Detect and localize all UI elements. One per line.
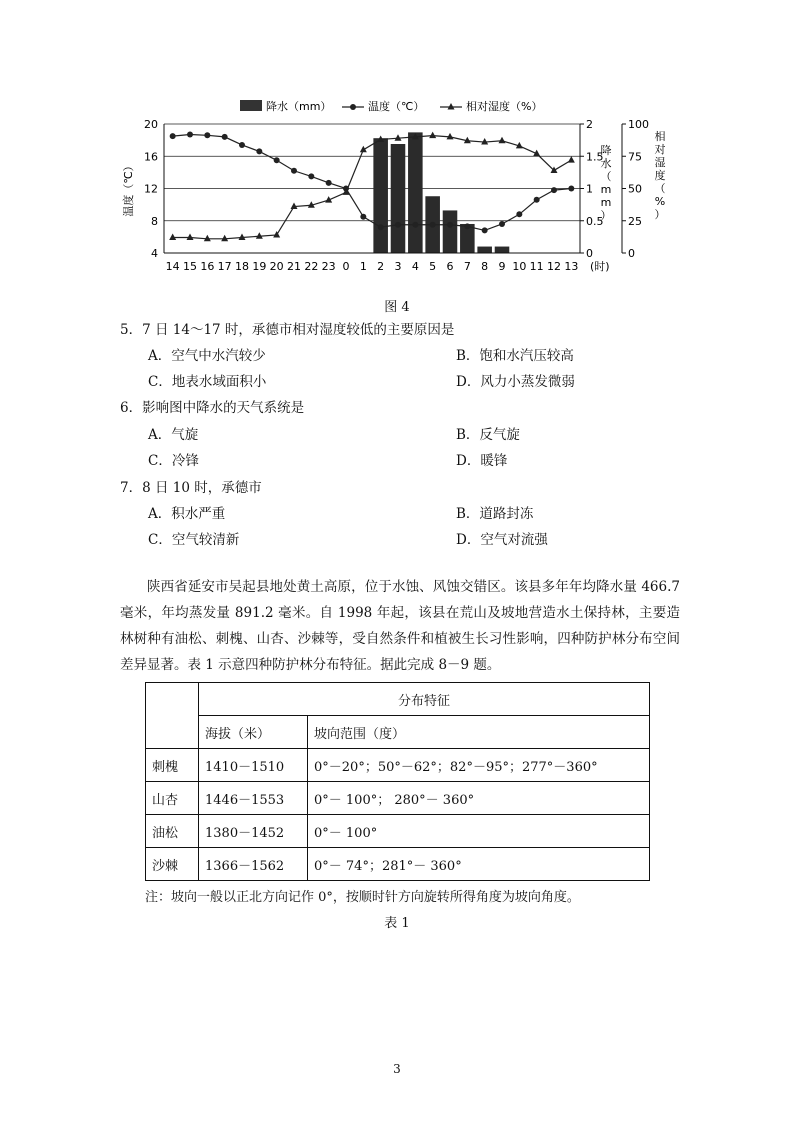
x-tick-label: 16	[200, 260, 215, 273]
legend-label: 相对湿度（%）	[466, 100, 543, 113]
humidity-line	[173, 136, 572, 239]
passage: 陕西省延安市吴起县地处黄土高原，位于水蚀、风蚀交错区。该县多年年均降水量 466.7 毫米，年均蒸发量 891.2 毫米。自 1998 年起，该县在荒山及坡地营造水土保持林，主要造林树种有油松、刺槐、山杏、沙棘等，受自然条件和植被生长习性影响，四种防护林分布空间差异显著。表 1 示意四种防护林分布特征。据此完成 8－9 题。	[120, 579, 680, 673]
chart-legend	[240, 99, 542, 113]
table-cell-altitude: 1410－1510	[199, 749, 308, 782]
temperature-point	[222, 134, 228, 140]
temperature-point	[308, 173, 314, 179]
table-row	[146, 749, 650, 782]
left-tick-label: 4	[151, 247, 158, 260]
humidity-point	[429, 132, 436, 139]
x-tick-label: 12	[547, 260, 561, 273]
question-6-stem: 6．影响图中降水的天气系统是	[120, 400, 305, 416]
table-cell-altitude: 1380－1452	[199, 815, 308, 848]
table-cell-aspect: 0°－ 74°；281°－ 360°	[308, 848, 650, 881]
x-tick-label: 20	[269, 260, 284, 273]
table-caption: 表 1	[384, 916, 410, 931]
x-tick-label: 18	[235, 260, 249, 273]
question-5-option-c: C．地表水域面积小	[148, 374, 267, 390]
x-tick-label: 5	[429, 260, 437, 273]
left-axis-title: 温度（℃）	[122, 160, 135, 217]
table-cell-species: 沙棘	[146, 848, 199, 881]
left-tick-label: 8	[151, 214, 158, 228]
question-6-option-b: B．反气旋	[456, 427, 520, 443]
x-tick-label: 7	[463, 260, 471, 273]
temperature-point	[256, 148, 262, 154]
temperature-point	[534, 197, 540, 203]
temperature-point	[430, 222, 436, 228]
humidity-point	[499, 137, 506, 144]
table-cell-altitude: 1366－1562	[199, 848, 308, 881]
precip-tick-label: 0	[586, 247, 593, 260]
table-corner	[146, 683, 199, 749]
temperature-point	[170, 133, 176, 139]
precip-tick-label: 1.5	[586, 150, 604, 164]
table-header-altitude: 海拔（米）	[199, 716, 308, 749]
x-tick-label: 6	[446, 260, 454, 273]
question-7-option-b: B．道路封冻	[456, 506, 534, 522]
question-6-option-a: A．气旋	[148, 427, 199, 443]
humidity-point	[169, 234, 176, 241]
x-tick-label: 15	[183, 260, 197, 273]
table-cell-altitude: 1446－1553	[199, 782, 308, 815]
distribution-table	[145, 682, 650, 881]
x-tick-label: 14	[165, 260, 180, 273]
humidity-point	[187, 234, 194, 241]
question-6-option-d: D．暖锋	[456, 453, 508, 469]
x-unit-label: (时)	[590, 260, 610, 273]
x-tick-label: 13	[564, 260, 579, 273]
question-7-option-a: A．积水严重	[148, 506, 226, 522]
temperature-point	[239, 142, 245, 148]
x-tick-label: 19	[252, 260, 267, 273]
legend-label: 温度（℃）	[368, 100, 425, 113]
legend-label: 降水（mm）	[266, 100, 332, 113]
humidity-axis-title: 相对湿度（%）	[654, 130, 666, 221]
precip-bar	[408, 132, 423, 253]
table-cell-aspect: 0°－ 100°； 280°－ 360°	[308, 782, 650, 815]
figure-caption: 图 4	[384, 300, 410, 315]
humidity-tick-label: 75	[628, 150, 642, 164]
legend-circle-marker	[350, 104, 356, 110]
chart-grid	[164, 124, 580, 253]
precip-tick-label: 1	[586, 182, 593, 196]
humidity-point	[360, 146, 367, 153]
question-5-option-a: A．空气中水汽较少	[148, 348, 266, 364]
temperature-point	[412, 222, 418, 228]
x-tick-label: 21	[287, 260, 301, 273]
question-7-stem: 7．8 日 10 时，承德市	[120, 480, 262, 496]
table-header-aspect: 坡向范围（度）	[308, 716, 650, 749]
question-6-option-c: C．冷锋	[148, 453, 199, 469]
x-tick-label: 22	[304, 260, 319, 273]
precip-tick-label: 2	[586, 118, 593, 131]
x-tick-label: 0	[342, 260, 350, 273]
table-cell-aspect: 0°－20°；50°－62°；82°－95°；277°－360°	[308, 749, 650, 782]
precip-bar	[443, 210, 458, 253]
table-cell-species: 刺槐	[146, 749, 199, 782]
x-tick-label: 4	[411, 260, 419, 273]
temperature-point	[482, 227, 488, 233]
temperature-point	[326, 180, 332, 186]
precip-bar	[495, 247, 510, 253]
temperature-point	[187, 131, 193, 137]
table-cell-species: 山杏	[146, 782, 199, 815]
temperature-point	[291, 168, 297, 174]
temperature-point	[204, 132, 210, 138]
page-number: 3	[393, 1062, 401, 1076]
humidity-point	[568, 156, 575, 163]
humidity-tick-label: 50	[628, 182, 642, 196]
temperature-point	[395, 222, 401, 228]
temperature-point	[516, 211, 522, 217]
temperature-line	[173, 134, 572, 230]
legend-triangle-marker	[448, 103, 455, 110]
table-row	[146, 848, 650, 881]
x-tick-label: 2	[377, 260, 385, 273]
precip-bar	[477, 247, 492, 253]
x-tick-label: 11	[529, 260, 544, 273]
humidity-tick-label: 25	[628, 214, 642, 228]
x-tick-label: 1	[359, 260, 367, 273]
temperature-point	[447, 222, 453, 228]
temperature-point	[360, 214, 366, 220]
left-tick-label: 16	[144, 150, 158, 164]
question-7-option-c: C．空气较清新	[148, 532, 240, 548]
x-tick-label: 9	[498, 260, 506, 273]
temperature-point	[551, 187, 557, 193]
table-note: 注：坡向一般以正北方向记作 0°，按顺时针方向旋转所得角度为坡向角度。	[145, 890, 580, 905]
left-tick-label: 12	[144, 182, 158, 196]
question-5-stem: 5．7 日 14～17 时，承德市相对湿度较低的主要原因是	[120, 322, 455, 338]
humidity-tick-label: 0	[628, 247, 635, 260]
precip-bars	[373, 132, 509, 253]
x-tick-label: 23	[321, 260, 336, 273]
legend-bar-swatch	[240, 100, 262, 111]
x-tick-label: 10	[512, 260, 527, 273]
table-row	[146, 782, 650, 815]
weather-chart	[120, 92, 666, 278]
table-cell-aspect: 0°－ 100°	[308, 815, 650, 848]
precip-bar	[373, 138, 388, 253]
precip-bar	[391, 144, 406, 253]
x-tick-label: 8	[481, 260, 489, 273]
table-row	[146, 815, 650, 848]
table-group-header: 分布特征	[199, 683, 650, 716]
precip-tick-label: 0.5	[586, 214, 604, 228]
question-5-option-d: D．风力小蒸发微弱	[456, 374, 575, 390]
table-cell-species: 油松	[146, 815, 199, 848]
temperature-point	[464, 223, 470, 229]
humidity-tick-label: 100	[628, 118, 649, 131]
temperature-point	[499, 221, 505, 227]
temperature-point	[378, 224, 384, 230]
temperature-point	[568, 186, 574, 192]
temperature-point	[274, 157, 280, 163]
question-7-option-d: D．空气对流强	[456, 532, 548, 548]
x-tick-label: 3	[394, 260, 402, 273]
precip-axis-title: 降水（ m m ）	[600, 144, 612, 222]
chart-lines	[169, 131, 575, 241]
x-tick-label: 17	[217, 260, 232, 273]
left-tick-label: 20	[144, 118, 158, 131]
question-5-option-b: B．饱和水汽压较高	[456, 348, 574, 364]
